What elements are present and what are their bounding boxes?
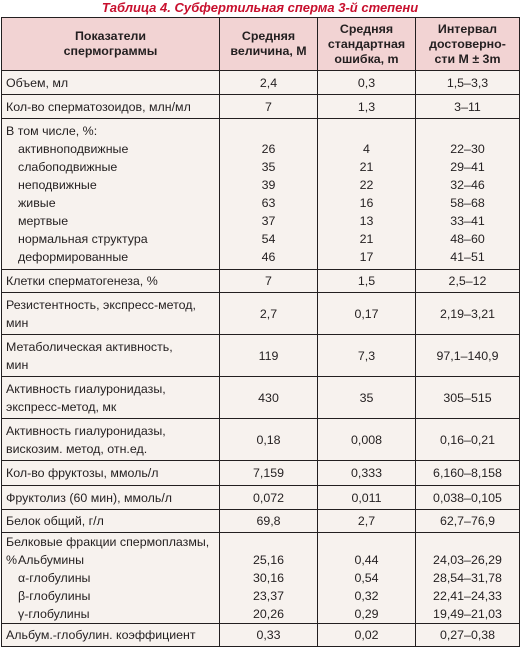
row-label: Кол-во сперматозоидов, млн/мл	[2, 95, 220, 119]
header-se: Средняя стандартная ошибка, m	[318, 18, 416, 71]
header-indicator: Показатели спермограммы	[2, 18, 220, 71]
mean-value: 25,16	[252, 553, 284, 567]
list-item-label: γ-глобулины	[18, 607, 90, 621]
interval-value: 6,160–8,158	[416, 461, 520, 486]
interval-value: 41–51	[450, 250, 485, 264]
se-value: 2,7	[318, 510, 416, 533]
list-item-label: живые	[18, 196, 56, 210]
se-value: 0,17	[318, 293, 416, 335]
row-label: Активность гиалуронидазы, экспресс-метод, мк	[2, 377, 220, 419]
mean-value: 7	[220, 95, 318, 119]
se-value: 16	[359, 196, 374, 210]
mean-value: 20,26	[252, 607, 284, 621]
interval-values	[416, 119, 520, 270]
row-label-group	[2, 533, 220, 624]
interval-value: 305–515	[416, 377, 520, 419]
interval-value: 1,5–3,3	[416, 71, 520, 95]
table-row	[2, 95, 520, 119]
interval-value: 29–41	[450, 160, 485, 174]
se-value: 21	[359, 160, 374, 174]
table-row	[2, 270, 520, 293]
mean-value: 26	[261, 142, 276, 156]
se-value: 13	[359, 214, 374, 228]
mean-value: 69,8	[220, 510, 318, 533]
data-table	[1, 17, 520, 647]
mean-value: 2,7	[220, 293, 318, 335]
list-item-label: неподвижные	[18, 178, 97, 192]
interval-value: 62,7–76,9	[416, 510, 520, 533]
mean-value: 37	[261, 214, 276, 228]
interval-value: 0,16–0,21	[416, 419, 520, 461]
interval-value: 2,19–3,21	[416, 293, 520, 335]
se-value: 1,5	[318, 270, 416, 293]
se-value: 7,3	[318, 335, 416, 377]
se-value: 4	[363, 142, 370, 156]
se-value: 0,32	[354, 589, 379, 603]
table-row	[2, 486, 520, 510]
list-item-label: нормальная структура	[18, 232, 148, 246]
list-item-label: α-глобулины	[18, 571, 91, 585]
list-item-label: Альбумины	[18, 553, 85, 567]
mean-value: 7	[220, 270, 318, 293]
se-values	[318, 119, 416, 270]
interval-values	[416, 533, 520, 624]
mean-value: 0,18	[220, 419, 318, 461]
se-value: 17	[359, 250, 374, 264]
se-value: 1,3	[318, 95, 416, 119]
table-row	[2, 71, 520, 95]
header-row	[2, 18, 520, 71]
interval-value: 33–41	[450, 214, 485, 228]
row-label: Фруктолиз (60 мин), ммоль/л	[2, 486, 220, 510]
row-label: Клетки сперматогенеза, %	[2, 270, 220, 293]
se-value: 0,44	[354, 553, 379, 567]
table-row-group	[2, 119, 520, 270]
table-row	[2, 624, 520, 647]
table-row	[2, 419, 520, 461]
mean-value: 430	[220, 377, 318, 419]
se-value: 21	[359, 232, 374, 246]
interval-value: 0,038–0,105	[416, 486, 520, 510]
group-title: Белковые фракции спермоплазмы, %	[6, 535, 210, 567]
header-interval: Интервал достоверно- сти М ± 3m	[416, 18, 520, 71]
row-label: Кол-во фруктозы, ммоль/л	[2, 461, 220, 486]
se-value: 35	[318, 377, 416, 419]
list-item-label: мертвые	[18, 214, 69, 228]
interval-value: 3–11	[416, 95, 520, 119]
table-row	[2, 335, 520, 377]
mean-value: 119	[220, 335, 318, 377]
mean-value: 2,4	[220, 71, 318, 95]
mean-value: 39	[261, 178, 276, 192]
se-value: 0,011	[318, 486, 416, 510]
table-row	[2, 293, 520, 335]
interval-value: 32–46	[450, 178, 485, 192]
table-row	[2, 510, 520, 533]
se-value: 0,29	[354, 607, 379, 621]
row-label: Белок общий, г/л	[2, 510, 220, 533]
row-label-group	[2, 119, 220, 270]
interval-value: 58–68	[450, 196, 485, 210]
header-mean: Средняя величина, М	[220, 18, 318, 71]
list-item-label: слабоподвижные	[18, 160, 118, 174]
mean-values	[220, 533, 318, 624]
mean-value: 0,33	[220, 624, 318, 647]
mean-value: 7,159	[220, 461, 318, 486]
row-label: Альбум.-глобулин. коэффициент	[2, 624, 220, 647]
mean-value: 63	[261, 196, 276, 210]
mean-value: 23,37	[252, 589, 284, 603]
interval-value: 22,41–24,33	[433, 589, 502, 603]
table-row-group	[2, 533, 520, 624]
interval-value: 19,49–21,03	[433, 607, 502, 621]
group-title: В том числе, %:	[6, 124, 98, 138]
mean-value: 35	[261, 160, 276, 174]
table-row	[2, 461, 520, 486]
se-value: 22	[359, 178, 374, 192]
interval-value: 28,54–31,78	[433, 571, 502, 585]
table-caption: Таблица 4. Субфертильная сперма 3-й степени	[101, 0, 419, 15]
mean-value: 54	[261, 232, 276, 246]
list-item-label: деформированные	[18, 250, 129, 264]
interval-value: 97,1–140,9	[416, 335, 520, 377]
se-value: 0,3	[318, 71, 416, 95]
interval-value: 2,5–12	[416, 270, 520, 293]
interval-value: 24,03–26,29	[433, 553, 502, 567]
mean-values	[220, 119, 318, 270]
list-item-label: β-глобулины	[18, 589, 91, 603]
list-item-label: активноподвижные	[18, 142, 129, 156]
row-label: Активность гиалуронидазы, вискозим. метод, отн.ед.	[2, 419, 220, 461]
se-value: 0,54	[354, 571, 379, 585]
se-values	[318, 533, 416, 624]
mean-value: 46	[261, 250, 276, 264]
interval-value: 22–30	[450, 142, 485, 156]
interval-value: 48–60	[450, 232, 485, 246]
se-value: 0,008	[318, 419, 416, 461]
interval-value: 0,27–0,38	[416, 624, 520, 647]
mean-value: 0,072	[220, 486, 318, 510]
table-row	[2, 377, 520, 419]
se-value: 0,02	[318, 624, 416, 647]
mean-value: 30,16	[252, 571, 284, 585]
se-value: 0,333	[318, 461, 416, 486]
row-label: Объем, мл	[2, 71, 220, 95]
row-label: Резистентность, экспресс-метод, мин	[2, 293, 220, 335]
row-label: Метаболическая активность, мин	[2, 335, 220, 377]
